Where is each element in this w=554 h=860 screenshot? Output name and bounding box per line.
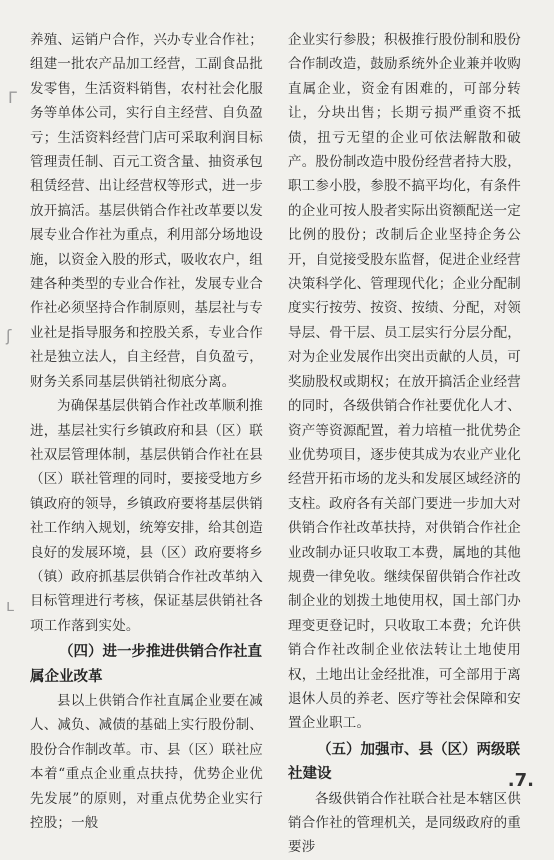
paragraph: 各级供销合作社联合社是本辖区供销合作社的管理机关，是同级政府的重要涉 bbox=[288, 790, 521, 856]
left-column bbox=[30, 28, 263, 835]
section-heading: （五）加强市、县（区）两级联社建设 bbox=[288, 741, 520, 783]
paragraph: 为确保基层供销合作社改革顺利推进，基层社实行乡镇政府和县（区）联社双层管理体制，基层供销合作社在县（区）联社管理的同时，要接受地方乡镇政府的领导，乡镇政府要将基层供销社工作纳入规划，统筹安排，给其创造良好的发展环境，县（区）政府要将乡（镇）政府抓基层供销合作社改革纳入目标管理进行考核，保证基层供销社各项工作落到实处。 bbox=[30, 398, 263, 634]
margin-mark: Γ bbox=[8, 88, 17, 107]
margin-mark: ʟ bbox=[6, 596, 15, 615]
paragraph: 县以上供销合作社直属企业要在减人、减负、减债的基础上实行股份制、股份合作制改革。市、县（区）联社应本着“重点企业重点扶持，优势企业优先发展”的原则，对重点优势企业实行控股；一般 bbox=[30, 692, 263, 831]
paragraph: 养殖、运销户合作，兴办专业合作社；组建一批农产品加工经营，工副食品批发零售，生活资料销售，农村社会化服务等单体公司，实行自主经营、自负盈亏；生活资料经营门店可采取利润目标管理责任制、百元工资含量、抽资承包租赁经营、出让经营权等形式，进一步放开搞活。基层供销合作社改革要以发展专业合作社为重点，利用部分场地设施，以资金入股的形式，吸收农户，组建各种类型的专业合作社，发展专业合作社必须坚持合作制原则，基层社与专业社是指导服务和控股关系，专业合作社是独立法人，自主经营，自负盈亏，财务关系同基层供销社彻底分离。 bbox=[30, 32, 263, 390]
margin-mark: ʃ bbox=[6, 326, 12, 345]
section-heading: （四）进一步推进供销合作社直属企业改革 bbox=[30, 644, 262, 685]
right-column bbox=[288, 28, 521, 860]
paragraph: 企业实行参股；积极推行股份制和股份合作制改造，鼓励系统外企业兼并收购直属企业，资金有困难的，可部分转让，分块出售；长期亏损严重资不抵债，扭亏无望的企业可依法解散和破产。股份制改造中股份经营者持大股，职工参小股，参股不搞平均化，有条件的企业可按人股者实际出资额配送一定比例的股份；改制后企业坚持企务公开，自觉接受股东监督，促进企业经营决策科学化、管理现代化；企业分配制度实行按劳、按资、按绩、分配，对领导层、骨干层、员工层实行分层分配，对为企业发展作出突出贡献的人员，可奖励股权或期权；在放开搞活企业经营的同时，各级供销合作社要优化人才、资产等资源配置，着力培植一批优势企业优势项目，逐步使其成为农业产业化经营开拓市场的龙头和发展区域经济的支柱。政府各有关部门要进一步加大对供销合作社改革扶持，对供销合作社企业改制办证只收取工本费，属地的其他规费一律免收。继续保留供销合作社改制企业的划拨土地使用权，国土部门办理变更登记时，只收取工本费；允许供销合作社改制企业依法转让土地使用权，土地出让金经批准，可全部用于离退休人员的养老、医疗等社会保障和安置企业职工。 bbox=[288, 32, 521, 732]
page-number: .7. bbox=[507, 770, 534, 791]
